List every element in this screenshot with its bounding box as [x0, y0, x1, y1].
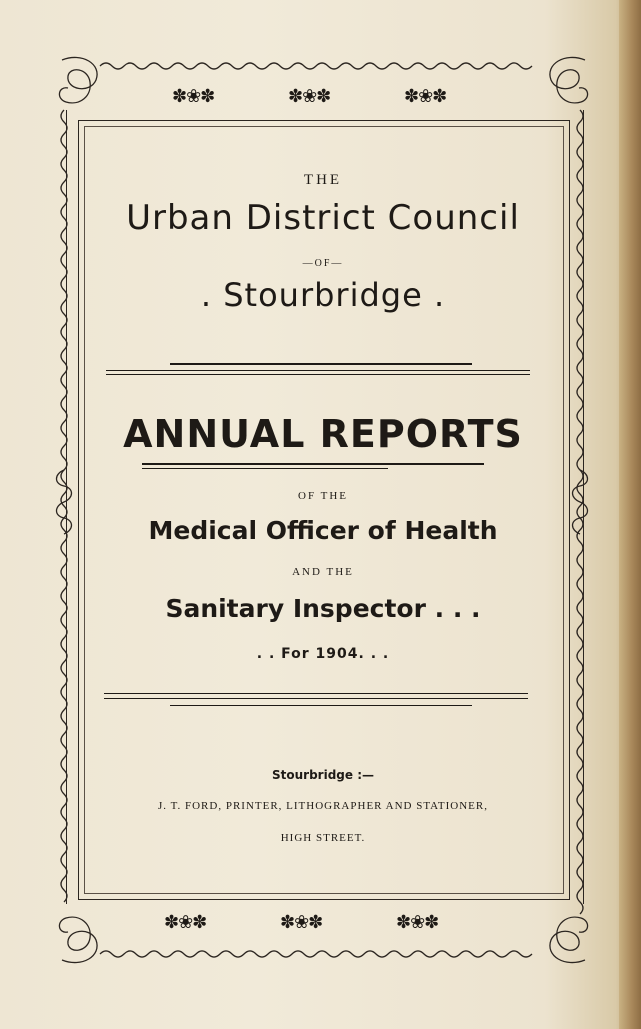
- town-name: . Stourbridge .: [200, 276, 446, 314]
- top-wavy-line: [100, 63, 532, 69]
- of-line: —OF—: [302, 258, 344, 269]
- title-underline: [142, 468, 388, 469]
- floral-ornament-icon: ✽❀✽: [404, 86, 447, 107]
- imprint-place: Stourbridge :—: [272, 768, 374, 782]
- top-ornament-row: [0, 86, 641, 110]
- divider-rule: [106, 374, 530, 375]
- officer-title-1: Medical Officer of Health: [148, 516, 498, 545]
- year-line: . . For 1904. . .: [256, 646, 390, 662]
- floral-ornament-icon: ✽❀✽: [280, 912, 323, 933]
- divider-rule: [104, 698, 528, 699]
- bottom-ornament-row: [0, 912, 641, 936]
- officer-title-2: Sanitary Inspector . . .: [165, 594, 481, 623]
- bottom-wavy-line: [100, 951, 532, 957]
- of-the-line: OF THE: [298, 490, 348, 502]
- floral-ornament-icon: ✽❀✽: [396, 912, 439, 933]
- imprint-printer: J. T. FORD, PRINTER, LITHOGRAPHER AND STATIONER,: [158, 800, 488, 812]
- title-underline: [142, 463, 484, 465]
- divider-rule: [170, 363, 472, 365]
- divider-rule: [106, 370, 530, 371]
- floral-ornament-icon: ✽❀✽: [164, 912, 207, 933]
- divider-rule: [170, 705, 472, 706]
- floral-ornament-icon: ✽❀✽: [288, 86, 331, 107]
- and-the-line: AND THE: [292, 566, 354, 578]
- header-word: THE: [303, 172, 343, 188]
- council-name: Urban District Council: [126, 198, 520, 238]
- report-title: ANNUAL REPORTS: [123, 412, 523, 456]
- divider-rule: [104, 693, 528, 694]
- imprint-street: HIGH STREET.: [280, 832, 366, 844]
- floral-ornament-icon: ✽❀✽: [172, 86, 215, 107]
